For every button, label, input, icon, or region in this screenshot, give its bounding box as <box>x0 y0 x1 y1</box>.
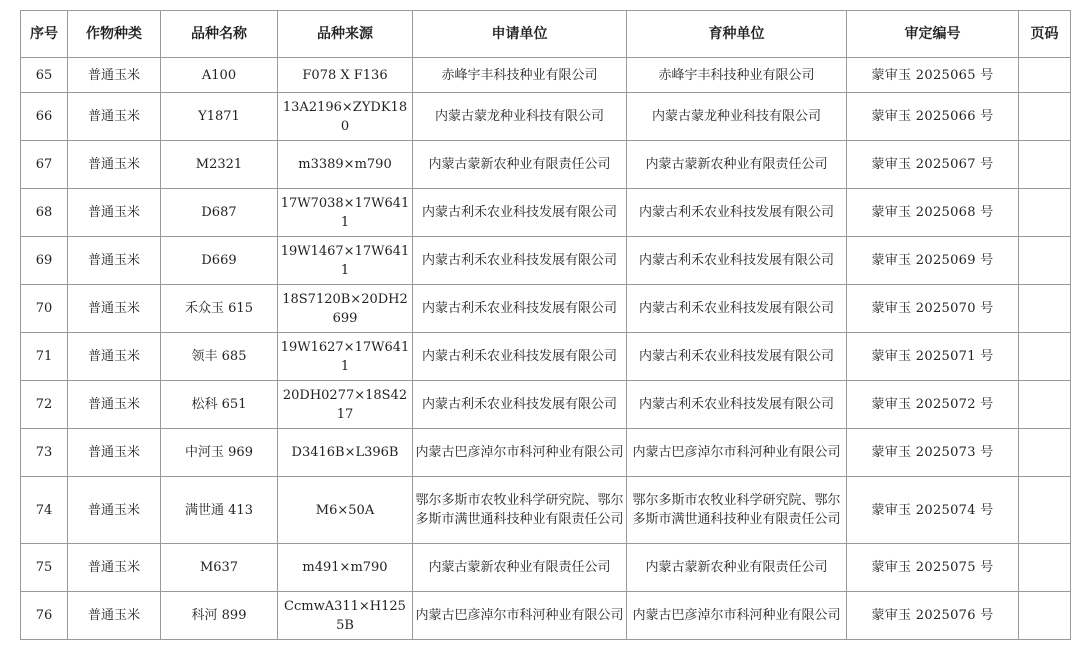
cell-breeder: 鄂尔多斯市农牧业科学研究院、鄂尔多斯市满世通科技种业有限责任公司 <box>627 477 847 544</box>
cell-no: 74 <box>21 477 68 544</box>
table-row <box>21 237 1071 285</box>
header-breeder: 育种单位 <box>627 11 847 58</box>
cell-crop: 普通玉米 <box>68 285 161 333</box>
cell-breeder: 内蒙古蒙龙种业科技有限公司 <box>627 93 847 141</box>
cell-crop: 普通玉米 <box>68 58 161 93</box>
cell-variety: D687 <box>161 189 278 237</box>
header-crop-type: 作物种类 <box>68 11 161 58</box>
cell-source: 19W1627×17W6411 <box>278 333 413 381</box>
cell-variety: M637 <box>161 544 278 592</box>
cell-applicant: 赤峰宇丰科技种业有限公司 <box>413 58 627 93</box>
table-row <box>21 58 1071 93</box>
cell-source: F078 X F136 <box>278 58 413 93</box>
cell-page <box>1019 477 1071 544</box>
cell-page <box>1019 592 1071 640</box>
cell-source: m3389×m790 <box>278 141 413 189</box>
cell-no: 68 <box>21 189 68 237</box>
cell-breeder: 赤峰宇丰科技种业有限公司 <box>627 58 847 93</box>
header-row <box>21 11 1071 58</box>
cell-crop: 普通玉米 <box>68 477 161 544</box>
cell-variety: 松科 651 <box>161 381 278 429</box>
cell-no: 66 <box>21 93 68 141</box>
table-row <box>21 333 1071 381</box>
cell-breeder: 内蒙古蒙新农种业有限责任公司 <box>627 141 847 189</box>
header-variety-name: 品种名称 <box>161 11 278 58</box>
header-variety-source: 品种来源 <box>278 11 413 58</box>
cell-variety: 禾众玉 615 <box>161 285 278 333</box>
cell-applicant: 内蒙古利禾农业科技发展有限公司 <box>413 381 627 429</box>
cell-page <box>1019 189 1071 237</box>
table-row <box>21 477 1071 544</box>
cell-source: 13A2196×ZYDK180 <box>278 93 413 141</box>
table-row <box>21 429 1071 477</box>
cell-applicant: 内蒙古利禾农业科技发展有限公司 <box>413 189 627 237</box>
cell-no: 71 <box>21 333 68 381</box>
header-approval-code: 审定编号 <box>847 11 1019 58</box>
cell-variety: 领丰 685 <box>161 333 278 381</box>
cell-approval-code: 蒙审玉 2025072 号 <box>847 381 1019 429</box>
header-applicant: 申请单位 <box>413 11 627 58</box>
table-row <box>21 189 1071 237</box>
cell-applicant: 内蒙古利禾农业科技发展有限公司 <box>413 237 627 285</box>
cell-source: m491×m790 <box>278 544 413 592</box>
cell-page <box>1019 544 1071 592</box>
cell-breeder: 内蒙古蒙新农种业有限责任公司 <box>627 544 847 592</box>
variety-approval-table <box>20 10 1071 640</box>
header-no: 序号 <box>21 11 68 58</box>
cell-no: 72 <box>21 381 68 429</box>
table-row <box>21 285 1071 333</box>
cell-approval-code: 蒙审玉 2025075 号 <box>847 544 1019 592</box>
cell-page <box>1019 429 1071 477</box>
cell-crop: 普通玉米 <box>68 333 161 381</box>
cell-variety: 中河玉 969 <box>161 429 278 477</box>
cell-no: 67 <box>21 141 68 189</box>
cell-applicant: 内蒙古蒙龙种业科技有限公司 <box>413 93 627 141</box>
cell-applicant: 内蒙古利禾农业科技发展有限公司 <box>413 333 627 381</box>
cell-applicant: 内蒙古蒙新农种业有限责任公司 <box>413 544 627 592</box>
cell-source: CcmwA311×H1255B <box>278 592 413 640</box>
cell-breeder: 内蒙古利禾农业科技发展有限公司 <box>627 237 847 285</box>
cell-approval-code: 蒙审玉 2025076 号 <box>847 592 1019 640</box>
cell-approval-code: 蒙审玉 2025073 号 <box>847 429 1019 477</box>
header-page: 页码 <box>1019 11 1071 58</box>
cell-breeder: 内蒙古利禾农业科技发展有限公司 <box>627 285 847 333</box>
cell-page <box>1019 141 1071 189</box>
variety-approval-table-container <box>20 10 1070 640</box>
cell-breeder: 内蒙古巴彦淖尔市科河种业有限公司 <box>627 592 847 640</box>
cell-applicant: 内蒙古蒙新农种业有限责任公司 <box>413 141 627 189</box>
cell-crop: 普通玉米 <box>68 429 161 477</box>
table-row <box>21 381 1071 429</box>
cell-breeder: 内蒙古巴彦淖尔市科河种业有限公司 <box>627 429 847 477</box>
cell-crop: 普通玉米 <box>68 189 161 237</box>
cell-variety: M2321 <box>161 141 278 189</box>
cell-crop: 普通玉米 <box>68 237 161 285</box>
cell-no: 76 <box>21 592 68 640</box>
cell-approval-code: 蒙审玉 2025065 号 <box>847 58 1019 93</box>
cell-source: 20DH0277×18S4217 <box>278 381 413 429</box>
cell-page <box>1019 93 1071 141</box>
cell-approval-code: 蒙审玉 2025068 号 <box>847 189 1019 237</box>
cell-approval-code: 蒙审玉 2025067 号 <box>847 141 1019 189</box>
cell-page <box>1019 237 1071 285</box>
cell-applicant: 内蒙古巴彦淖尔市科河种业有限公司 <box>413 429 627 477</box>
cell-variety: A100 <box>161 58 278 93</box>
cell-applicant: 鄂尔多斯市农牧业科学研究院、鄂尔多斯市满世通科技种业有限责任公司 <box>413 477 627 544</box>
cell-crop: 普通玉米 <box>68 93 161 141</box>
cell-crop: 普通玉米 <box>68 592 161 640</box>
cell-approval-code: 蒙审玉 2025074 号 <box>847 477 1019 544</box>
cell-page <box>1019 285 1071 333</box>
cell-no: 69 <box>21 237 68 285</box>
table-row <box>21 93 1071 141</box>
cell-source: M6×50A <box>278 477 413 544</box>
cell-no: 73 <box>21 429 68 477</box>
cell-variety: D669 <box>161 237 278 285</box>
cell-source: 17W7038×17W6411 <box>278 189 413 237</box>
cell-breeder: 内蒙古利禾农业科技发展有限公司 <box>627 333 847 381</box>
table-row <box>21 141 1071 189</box>
cell-variety: Y1871 <box>161 93 278 141</box>
cell-approval-code: 蒙审玉 2025071 号 <box>847 333 1019 381</box>
cell-breeder: 内蒙古利禾农业科技发展有限公司 <box>627 381 847 429</box>
cell-breeder: 内蒙古利禾农业科技发展有限公司 <box>627 189 847 237</box>
cell-approval-code: 蒙审玉 2025069 号 <box>847 237 1019 285</box>
cell-no: 70 <box>21 285 68 333</box>
cell-source: 19W1467×17W6411 <box>278 237 413 285</box>
cell-source: D3416B×L396B <box>278 429 413 477</box>
cell-page <box>1019 58 1071 93</box>
cell-variety: 科河 899 <box>161 592 278 640</box>
cell-crop: 普通玉米 <box>68 381 161 429</box>
cell-crop: 普通玉米 <box>68 544 161 592</box>
cell-source: 18S7120B×20DH2699 <box>278 285 413 333</box>
cell-applicant: 内蒙古巴彦淖尔市科河种业有限公司 <box>413 592 627 640</box>
cell-crop: 普通玉米 <box>68 141 161 189</box>
cell-approval-code: 蒙审玉 2025070 号 <box>847 285 1019 333</box>
cell-page <box>1019 381 1071 429</box>
table-row <box>21 544 1071 592</box>
cell-approval-code: 蒙审玉 2025066 号 <box>847 93 1019 141</box>
cell-variety: 满世通 413 <box>161 477 278 544</box>
table-row <box>21 592 1071 640</box>
cell-page <box>1019 333 1071 381</box>
cell-no: 75 <box>21 544 68 592</box>
cell-applicant: 内蒙古利禾农业科技发展有限公司 <box>413 285 627 333</box>
cell-no: 65 <box>21 58 68 93</box>
